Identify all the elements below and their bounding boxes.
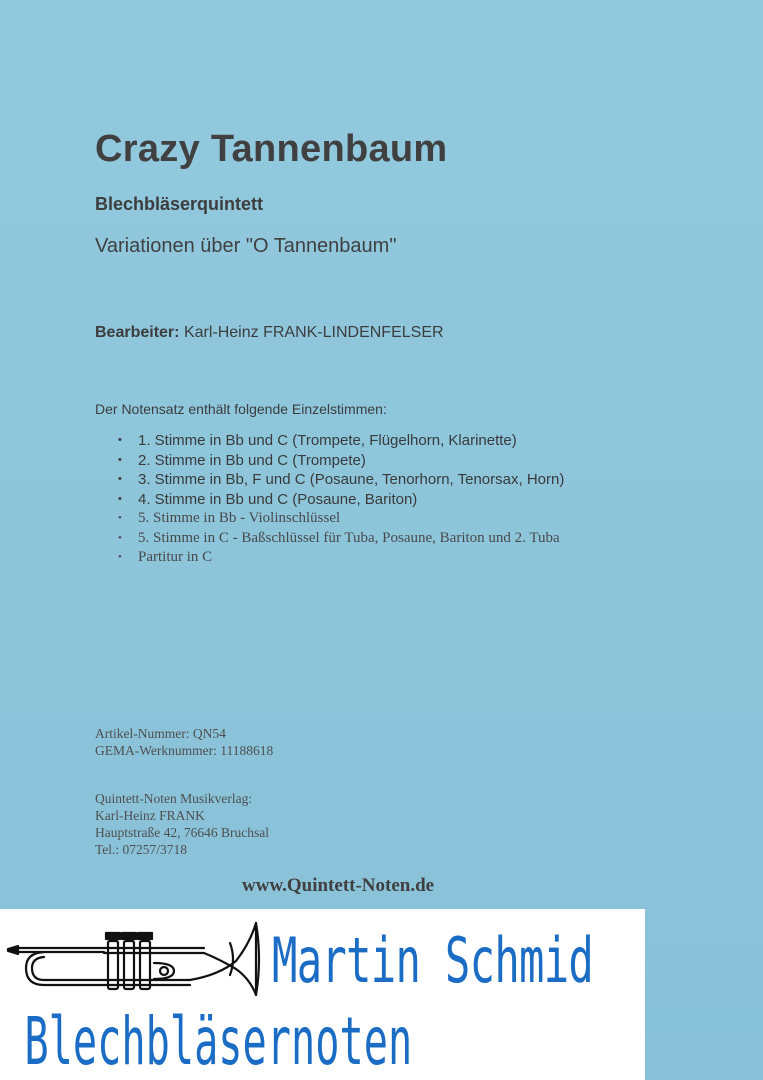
arranger-line — [95, 324, 444, 342]
parts-list — [118, 431, 564, 568]
parts-intro: Der Notensatz enthält folgende Einzelstimmen: — [95, 401, 387, 417]
document-subtitle: Blechbläserquintett — [95, 194, 264, 214]
brand-name: Martin Schmid — [272, 924, 594, 997]
publisher-line-1: Quintett-Noten Musikverlag: — [95, 791, 253, 806]
trumpet-icon — [4, 913, 266, 1003]
part-item-1: • 1. Stimme in Bb und C (Trompete, Flügelhorn, Klarinette) — [118, 431, 564, 451]
website-link[interactable]: www.Quintett-Noten.de — [242, 875, 435, 896]
part-item-3: • 3. Stimme in Bb, F und C (Posaune, Tenorhorn, Tenorsax, Horn) — [118, 470, 564, 490]
part-item-6: • 5. Stimme in C - Baßschlüssel für Tuba, Posaune, Bariton und 2. Tuba — [118, 529, 564, 549]
article-number: Artikel-Nummer: QN54 — [95, 726, 226, 741]
part-item-7: • Partitur in C — [118, 548, 564, 568]
document-title: Crazy Tannenbaum — [95, 128, 448, 170]
publisher-block — [95, 790, 269, 858]
brand-subtitle: Blechbläsernoten — [24, 1003, 413, 1080]
gema-number: GEMA-Werknummer: 11188618 — [95, 743, 274, 758]
catalog-info — [95, 725, 273, 759]
publisher-line-3: Hauptstraße 42, 76646 Bruchsal — [95, 825, 269, 840]
part-item-2: • 2. Stimme in Bb und C (Trompete) — [118, 451, 564, 471]
part-item-4: • 4. Stimme in Bb und C (Posaune, Bariton) — [118, 490, 564, 510]
part-item-5: • 5. Stimme in Bb - Violinschlüssel — [118, 509, 564, 529]
arranger-name: Karl-Heinz FRANK-LINDENFELSER — [183, 324, 444, 341]
arranger-label: Bearbeiter: — [95, 324, 180, 341]
variation-line: Variationen über "O Tannenbaum" — [95, 235, 397, 257]
publisher-line-4: Tel.: 07257/3718 — [95, 842, 188, 857]
publisher-line-2: Karl-Heinz FRANK — [95, 808, 205, 823]
